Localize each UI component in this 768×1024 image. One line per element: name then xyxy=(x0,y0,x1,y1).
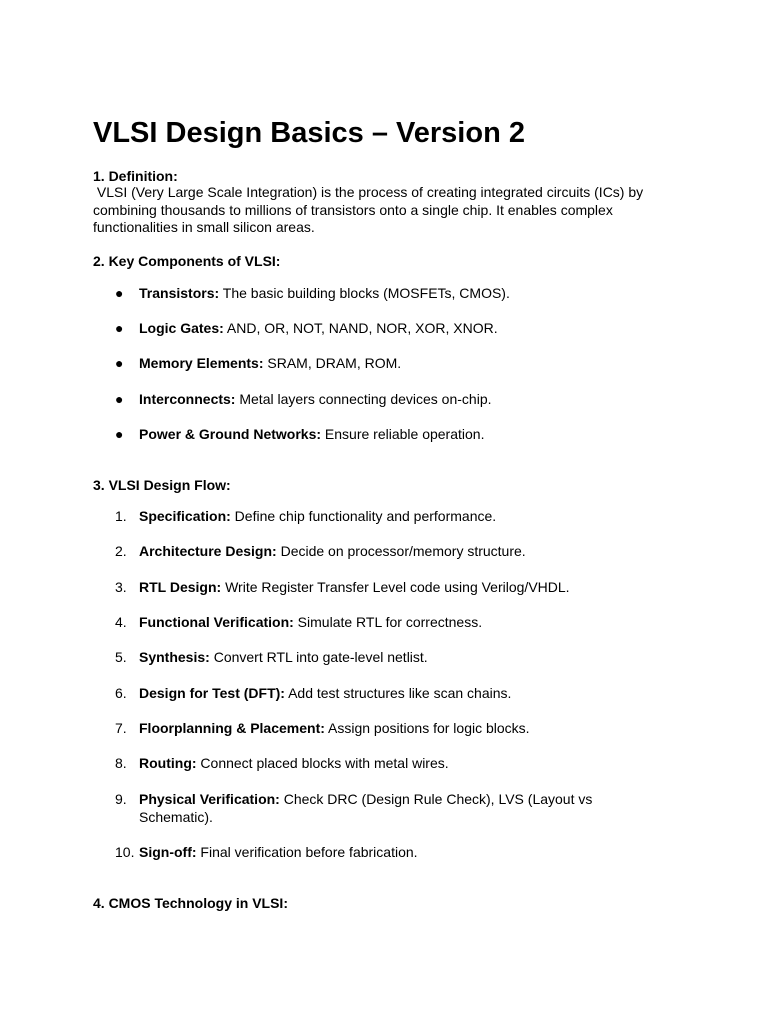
list-number: 8. xyxy=(115,755,127,771)
section-heading-definition: 1. Definition: xyxy=(93,168,178,184)
item-description: AND, OR, NOT, NAND, NOR, XOR, XNOR. xyxy=(223,320,498,336)
list-number: 4. xyxy=(115,614,127,630)
item-term: Power & Ground Networks: xyxy=(139,426,322,442)
item-description: Final verification before fabrication. xyxy=(196,844,418,860)
item-term: Functional Verification: xyxy=(139,614,294,630)
item-description: Check DRC (Design Rule Check), LVS (Layout vs Schematic). xyxy=(139,791,593,825)
item-term: RTL Design: xyxy=(139,579,222,595)
item-description: Metal layers connecting devices on-chip. xyxy=(235,391,492,407)
item-description: SRAM, DRAM, ROM. xyxy=(263,355,402,371)
list-number: 7. xyxy=(115,720,127,736)
list-number: 5. xyxy=(115,649,127,665)
item-term: Physical Verification: xyxy=(139,791,280,807)
list-number: 9. xyxy=(115,791,127,807)
page-title: VLSI Design Basics – Version 2 xyxy=(93,117,525,149)
bullet-icon: ● xyxy=(115,285,124,301)
item-term: Interconnects: xyxy=(139,391,236,407)
bullet-icon: ● xyxy=(115,355,124,371)
item-description: Assign positions for logic blocks. xyxy=(324,720,530,736)
section-heading-key-components: 2. Key Components of VLSI: xyxy=(93,253,281,269)
item-term: Memory Elements: xyxy=(139,355,264,371)
item-description: Ensure reliable operation. xyxy=(321,426,485,442)
item-term: Specification: xyxy=(139,508,231,524)
item-term: Synthesis: xyxy=(139,649,210,665)
item-description: Convert RTL into gate-level netlist. xyxy=(209,649,428,665)
item-term: Routing: xyxy=(139,755,197,771)
item-description: Define chip functionality and performance. xyxy=(230,508,497,524)
list-number: 3. xyxy=(115,579,127,595)
section-heading-cmos: 4. CMOS Technology in VLSI: xyxy=(93,895,288,911)
item-term: Architecture Design: xyxy=(139,543,277,559)
definition-paragraph: VLSI (Very Large Scale Integration) is the process of creating integrated circuits (ICs) by combining thousands to millions of transistors onto a single chip. It enables complex functionalities in small silicon areas. xyxy=(93,184,648,235)
bullet-icon: ● xyxy=(115,426,124,442)
bullet-icon: ● xyxy=(115,320,124,336)
item-term: Transistors: xyxy=(139,285,220,301)
list-number: 1. xyxy=(115,508,127,524)
item-term: Design for Test (DFT): xyxy=(139,685,285,701)
item-description: Add test structures like scan chains. xyxy=(284,685,512,701)
bullet-icon: ● xyxy=(115,391,124,407)
item-term: Logic Gates: xyxy=(139,320,224,336)
item-term: Sign-off: xyxy=(139,844,197,860)
item-description: Decide on processor/memory structure. xyxy=(276,543,526,559)
list-number: 6. xyxy=(115,685,127,701)
list-number: 2. xyxy=(115,543,127,559)
item-description: Connect placed blocks with metal wires. xyxy=(196,755,449,771)
list-number: 10. xyxy=(115,844,135,860)
item-description: Simulate RTL for correctness. xyxy=(293,614,483,630)
item-term: Floorplanning & Placement: xyxy=(139,720,325,736)
item-description: Write Register Transfer Level code using Verilog/VHDL. xyxy=(221,579,570,595)
item-description: The basic building blocks (MOSFETs, CMOS). xyxy=(219,285,510,301)
section-heading-design-flow: 3. VLSI Design Flow: xyxy=(93,477,231,493)
